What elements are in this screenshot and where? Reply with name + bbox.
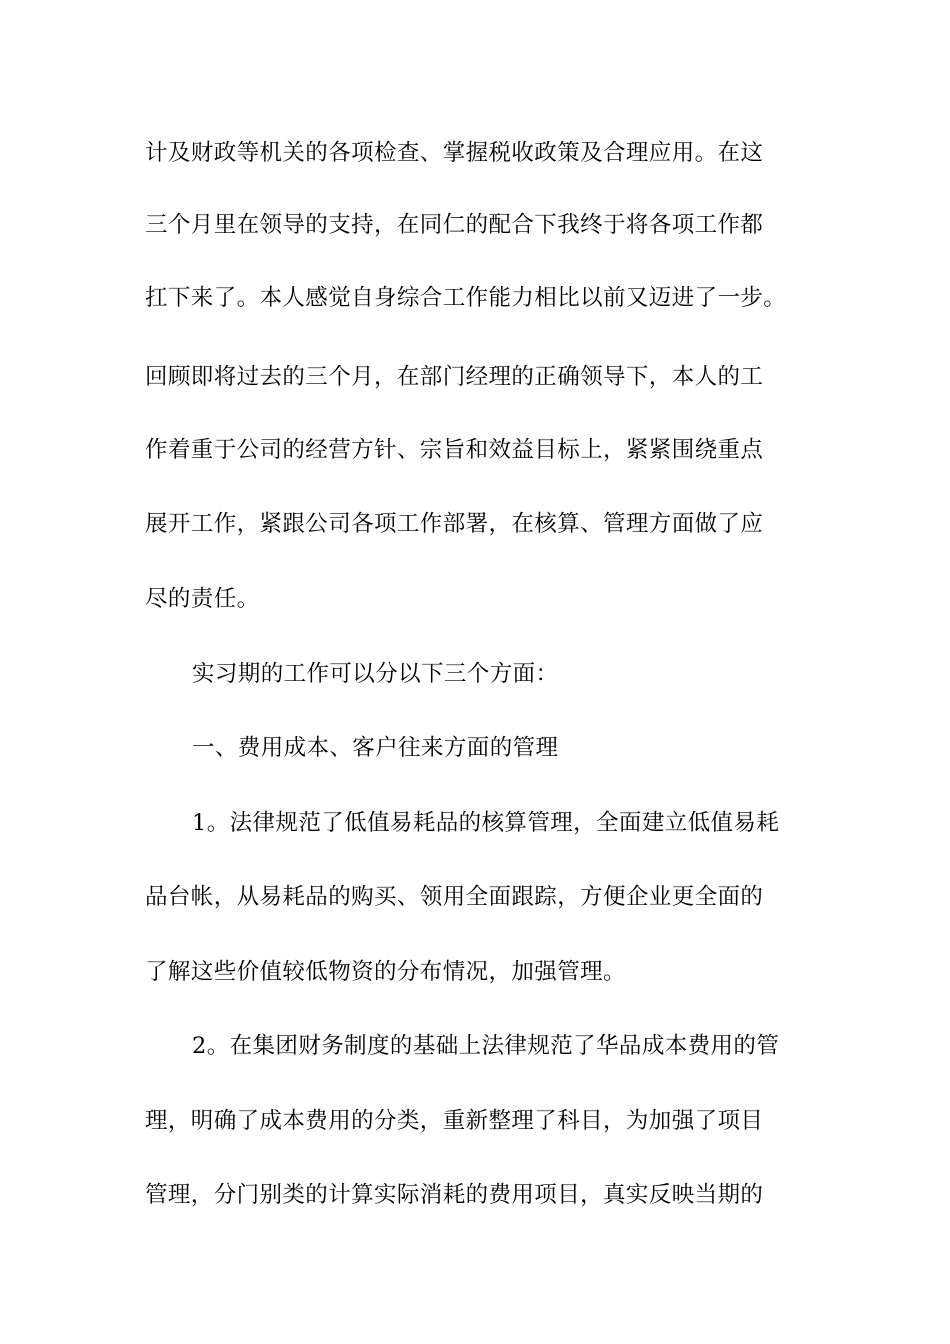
body-text-line: 尽的责任。	[145, 586, 260, 612]
body-text-line: 展开工作，紧跟公司各项工作部署，在核算、管理方面做了应	[145, 511, 764, 537]
list-item-1-line: 品台帐，从易耗品的购买、领用全面跟踪，方便企业更全面的	[145, 884, 764, 910]
body-text-line: 三个月里在领导的支持，在同仁的配合下我终于将各项工作都	[145, 212, 764, 238]
list-item-2-line: 理，明确了成本费用的分类，重新整理了科目，为加强了项目	[145, 1108, 764, 1134]
list-item-1-line: 了解这些价值较低物资的分布情况，加强管理。	[145, 959, 626, 985]
body-text-line: 作着重于公司的经营方针、宗旨和效益目标上，紧紧围绕重点	[145, 437, 764, 463]
list-item-1-line: 1。法律规范了低值易耗品的核算管理，全面建立低值易耗	[192, 810, 780, 836]
list-item-2-line: 管理，分门别类的计算实际消耗的费用项目，真实反映当期的	[145, 1182, 764, 1208]
section-heading: 一、费用成本、客户往来方面的管理	[192, 735, 559, 761]
body-text-line: 计及财政等机关的各项检查、掌握税收政策及合理应用。在这	[145, 140, 764, 166]
body-text-line: 回顾即将过去的三个月，在部门经理的正确领导下，本人的工	[145, 364, 764, 390]
section-intro-line: 实习期的工作可以分以下三个方面：	[192, 661, 559, 687]
list-item-2-line: 2。在集团财务制度的基础上法律规范了华品成本费用的管	[192, 1033, 780, 1059]
body-text-line: 扛下来了。本人感觉自身综合工作能力相比以前又迈进了一步。	[145, 285, 787, 311]
